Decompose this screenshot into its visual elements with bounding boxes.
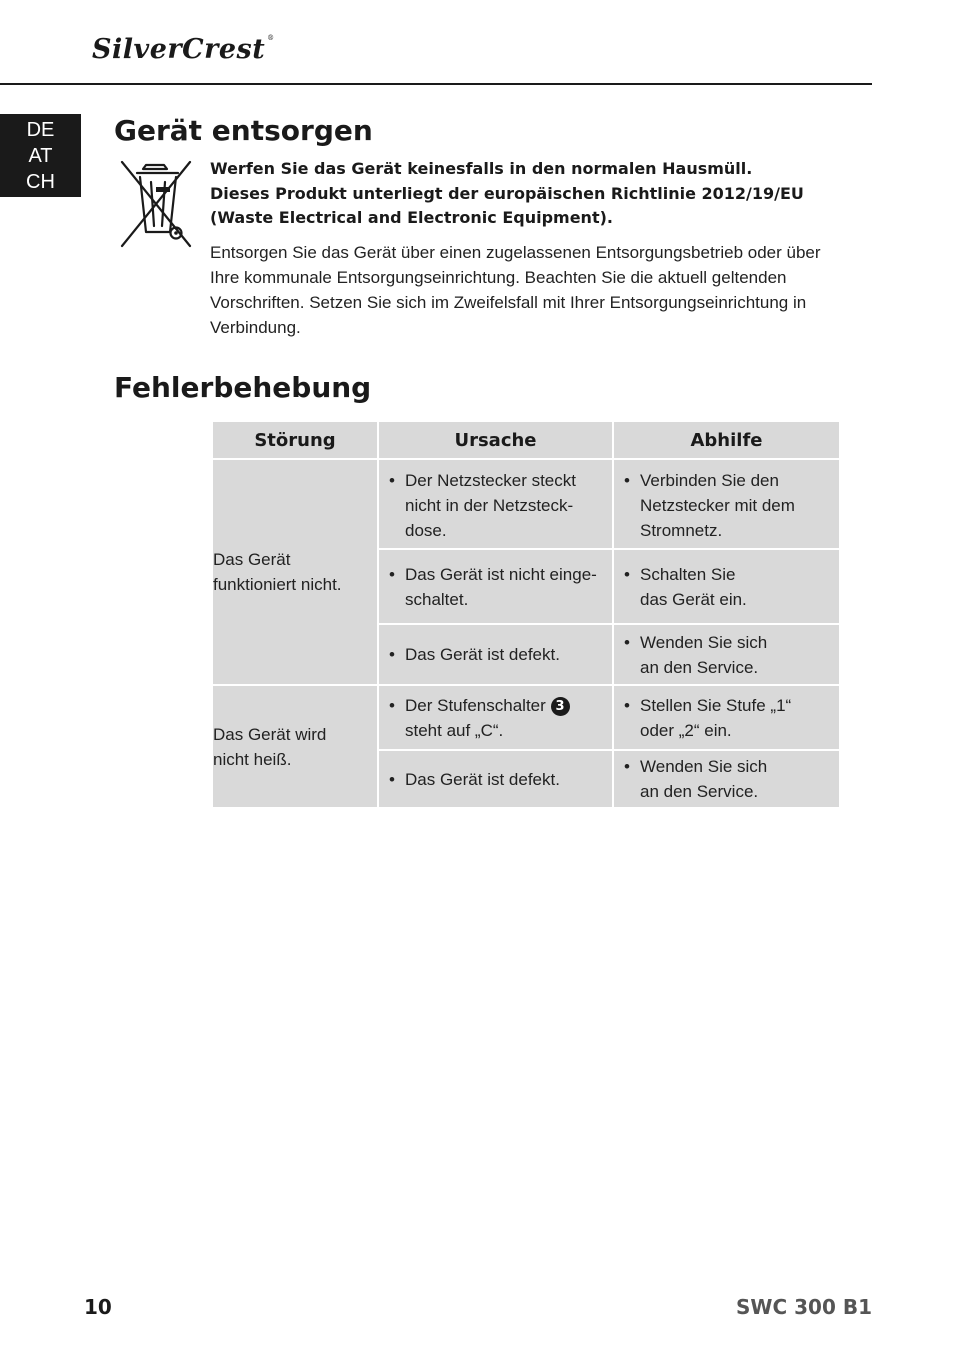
disposal-text-line: Verbindung.	[210, 318, 301, 337]
registered-mark: ®	[267, 34, 275, 42]
troubleshooting-table	[211, 420, 841, 809]
crossed-out-bin-icon	[120, 160, 192, 248]
header-rule	[0, 83, 872, 85]
cause-line: Das Gerät ist defekt.	[405, 645, 560, 664]
cause-cell	[378, 459, 613, 549]
cause-line: schaltet.	[405, 589, 469, 609]
warning-line: Dieses Produkt unterliegt der europäischen Richtlinie 2012/19/EU	[210, 183, 804, 203]
page-number: 10	[84, 1295, 112, 1319]
cause-line: Der Netzstecker steckt	[405, 471, 576, 490]
cause-line: nicht in der Netzsteck-	[405, 496, 574, 515]
cause-cell	[378, 624, 613, 685]
remedy-line: Wenden Sie sich	[640, 632, 768, 652]
brand-name: SilverCrest	[92, 34, 266, 65]
remedy-line: das Gerät ein.	[640, 589, 747, 609]
remedy-line: Verbinden Sie den	[640, 471, 779, 490]
language-tab	[0, 114, 81, 197]
remedy-line: Netzstecker mit dem	[640, 496, 795, 515]
language-de: DE	[26, 118, 55, 141]
cause-line: dose.	[405, 521, 447, 540]
problem-cell	[212, 459, 378, 685]
problem-cell	[212, 685, 378, 808]
bullet: •	[389, 645, 395, 664]
disposal-heading: Gerät entsorgen	[114, 114, 373, 147]
remedy-cell	[613, 624, 840, 685]
troubleshooting-heading: Fehlerbehebung	[114, 371, 372, 404]
remedy-cell	[613, 750, 840, 808]
cause-line: Das Gerät ist defekt.	[405, 769, 560, 789]
reference-number-badge: 3	[551, 697, 570, 716]
disposal-text-line: Entsorgen Sie das Gerät über einen zugelassenen Entsorgungsbetrieb oder über	[210, 243, 821, 262]
remedy-line: Schalten Sie	[640, 564, 736, 584]
column-header-cause: Ursache	[378, 421, 613, 459]
bullet: •	[389, 471, 395, 490]
remedy-cell	[613, 685, 840, 750]
warning-line: Werfen Sie das Gerät keinesfalls in den normalen Hausmüll.	[210, 159, 753, 178]
bullet: •	[389, 695, 395, 715]
bullet: •	[624, 471, 630, 490]
cause-cell	[378, 750, 613, 808]
disposal-text	[210, 240, 850, 340]
remedy-cell	[613, 459, 840, 549]
bullet: •	[389, 769, 395, 789]
cause-line: Das Gerät ist nicht einge-	[405, 564, 597, 584]
remedy-line: an den Service.	[640, 657, 759, 677]
problem-line: nicht heiß.	[213, 749, 292, 769]
remedy-line: Wenden Sie sich	[640, 757, 768, 776]
remedy-line: Stellen Sie Stufe „1“	[640, 695, 792, 715]
cause-line: steht auf „C“.	[405, 720, 504, 740]
column-header-problem: Störung	[212, 421, 378, 459]
bullet: •	[624, 632, 630, 652]
model-number: SWC 300 B1	[736, 1295, 872, 1319]
problem-line: funktioniert nicht.	[213, 575, 342, 594]
remedy-cell	[613, 549, 840, 624]
remedy-line: an den Service.	[640, 782, 759, 801]
disposal-warning	[210, 157, 850, 231]
brand-logo	[92, 34, 275, 65]
bullet: •	[624, 564, 630, 584]
cause-line: Der Stufenschalter	[405, 695, 546, 715]
language-at: AT	[28, 144, 53, 167]
remedy-line: Stromnetz.	[640, 521, 723, 540]
language-ch: CH	[26, 170, 55, 193]
bullet: •	[624, 695, 630, 715]
table-header-row	[212, 421, 840, 459]
problem-line: Das Gerät wird	[213, 724, 327, 744]
problem-line: Das Gerät	[213, 550, 291, 569]
cause-cell	[378, 549, 613, 624]
remedy-line: oder „2“ ein.	[640, 720, 732, 740]
table-row	[212, 459, 840, 549]
disposal-text-line: Ihre kommunale Entsorgungseinrichtung. Beachten Sie die aktuell geltenden	[210, 268, 787, 287]
column-header-remedy: Abhilfe	[613, 421, 840, 459]
disposal-text-line: Vorschriften. Setzen Sie sich im Zweifelsfall mit Ihrer Entsorgungseinrichtung in	[210, 293, 807, 312]
table-row	[212, 685, 840, 750]
warning-line: (Waste Electrical and Electronic Equipment).	[210, 208, 613, 227]
bullet: •	[389, 564, 395, 584]
bullet: •	[624, 757, 630, 776]
cause-cell	[378, 685, 613, 750]
